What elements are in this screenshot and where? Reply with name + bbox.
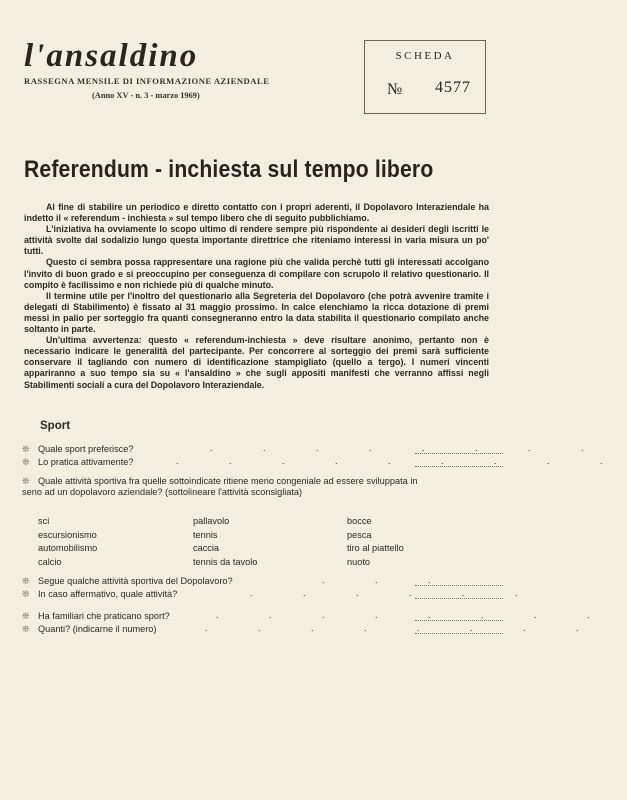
option-automobilismo[interactable]: automobilismo: [38, 543, 98, 553]
question-item: [22, 624, 156, 635]
option-tennis-da-tavolo[interactable]: tennis da tavolo: [193, 557, 258, 567]
bullet-icon: ❊: [22, 457, 30, 467]
option-pesca[interactable]: pesca: [347, 530, 372, 540]
question-text: In caso affermativo, quale attività?: [38, 589, 178, 599]
leader-dots: . . . . . .: [250, 588, 542, 598]
answer-field[interactable]: [415, 453, 503, 454]
bullet-icon: ❊: [22, 624, 30, 634]
option-tiro-al-piattello[interactable]: tiro al piattello: [347, 543, 404, 553]
scheda-label: SCHEDA: [395, 50, 455, 62]
option-caccia[interactable]: caccia: [193, 543, 220, 553]
bullet-icon: ❊: [22, 444, 30, 454]
question-text: Segue qualche attività sportiva del Dopolavoro?: [38, 576, 233, 586]
bullet-icon: ❊: [22, 589, 30, 599]
bullet-icon: ❊: [22, 576, 30, 586]
question-item: [22, 444, 134, 455]
masthead: [24, 38, 324, 100]
masthead-title: l'ansaldino: [24, 38, 199, 74]
section-title-sport: Sport: [40, 420, 71, 432]
question-item: [22, 576, 233, 587]
leader-dots: . . . . . . . . .: [176, 456, 627, 466]
question-item: [22, 611, 170, 622]
scheda-number-symbol: №: [387, 81, 403, 98]
bullet-icon: ❊: [22, 611, 30, 621]
option-tennis[interactable]: tennis: [193, 530, 218, 540]
question-item: [22, 476, 432, 498]
intro-paragraph: Il termine utile per l'inoltro del questionario alla Segreteria del Dopolavoro (che potrà avvenire tramite i delegati di Stabilimento) è fissato al 31 maggio prossimo. In calce elenchiamo la ricca dotazione di premi messi in palio per sorteggio fra quanti consegneranno entro la data stabilita il questionario compilato anche soltanto in parte.: [24, 290, 489, 335]
masthead-issue: (Anno XV - n. 3 - marzo 1969): [92, 91, 200, 100]
intro-paragraph: Un'ultima avvertenza: questo « referendum-inchiesta » deve risultare anonimo, pertanto non è necessario indicare le generalità del partecipante. Per concorrere al sorteggio dei premi sarà sufficiente conservare il tagliando con numero di identificazione stampigliato (quello a tergo). I numeri vincenti appariranno a suo tempo sia su « l'ansaldino » che sugli appositi manifesti che verranno affissi negli Stabilimenti sociali a cura del Dopolavoro Interaziendale.: [24, 335, 489, 390]
question-item: [22, 589, 177, 600]
scheda-box: [364, 40, 486, 114]
leader-dots: . . . . . . . .: [216, 610, 614, 620]
question-text: Quale sport preferisce?: [38, 444, 134, 454]
question-item: [22, 457, 134, 468]
option-calcio[interactable]: calcio: [38, 557, 62, 567]
question-text: Quale attività sportiva fra quelle sottoindicate ritiene meno congeniale ad essere sviluppata in seno ad un dopolavoro aziendale? (sottolineare l'attività sconsigliata): [22, 476, 418, 497]
answer-field[interactable]: [415, 620, 503, 621]
option-pallavolo[interactable]: pallavolo: [193, 516, 230, 526]
option-escursionismo[interactable]: escursionismo: [38, 530, 97, 540]
intro-paragraph: L'iniziativa ha ovviamente lo scopo ultimo di rendere sempre più rispondente ai desideri degli iscritti le attività svolte dal sodalizio lungo questa importante direttrice che riteniamo interessi in varia misura un po' tutti.: [24, 224, 489, 257]
option-nuoto[interactable]: nuoto: [347, 557, 370, 567]
answer-field[interactable]: [415, 585, 503, 586]
intro-text: [24, 202, 489, 391]
masthead-subtitle: RASSEGNA MENSILE DI INFORMAZIONE AZIENDALE: [24, 76, 270, 86]
question-text: Ha familiari che praticano sport?: [38, 611, 170, 621]
leader-dots: . . .: [322, 575, 455, 585]
option-bocce[interactable]: bocce: [347, 516, 372, 526]
intro-paragraph: Al fine di stabilire un periodico e diretto contatto con i propri aderenti, il Dopolavoro Interaziendale ha indetto il « referendum - inchiesta » sul tempo libero che di seguito pubblichiamo.: [24, 202, 489, 224]
bullet-icon: ❊: [22, 476, 30, 486]
leader-dots: . . . . . . . .: [205, 623, 603, 633]
leader-dots: . . . . . . . .: [210, 443, 608, 453]
intro-paragraph: Questo ci sembra possa rappresentare una ragione più che valida perchè tutti gli interessati accolgano l'invito di buon grado e si preoccupino per conseguenza di compilare con scrupolo il relativo questionario. Il compito è facilissimo e non richiede più di qualche minuto.: [24, 257, 489, 290]
question-text: Quanti? (indicarne il numero): [38, 624, 157, 634]
option-sci[interactable]: sci: [38, 516, 50, 526]
answer-field[interactable]: [415, 633, 503, 634]
answer-field[interactable]: [415, 598, 503, 599]
page-title: Referendum - inchiesta sul tempo libero: [24, 156, 434, 183]
answer-field[interactable]: [415, 466, 503, 467]
scheda-number: 4577: [435, 79, 471, 96]
question-text: Lo pratica attivamente?: [38, 457, 134, 467]
